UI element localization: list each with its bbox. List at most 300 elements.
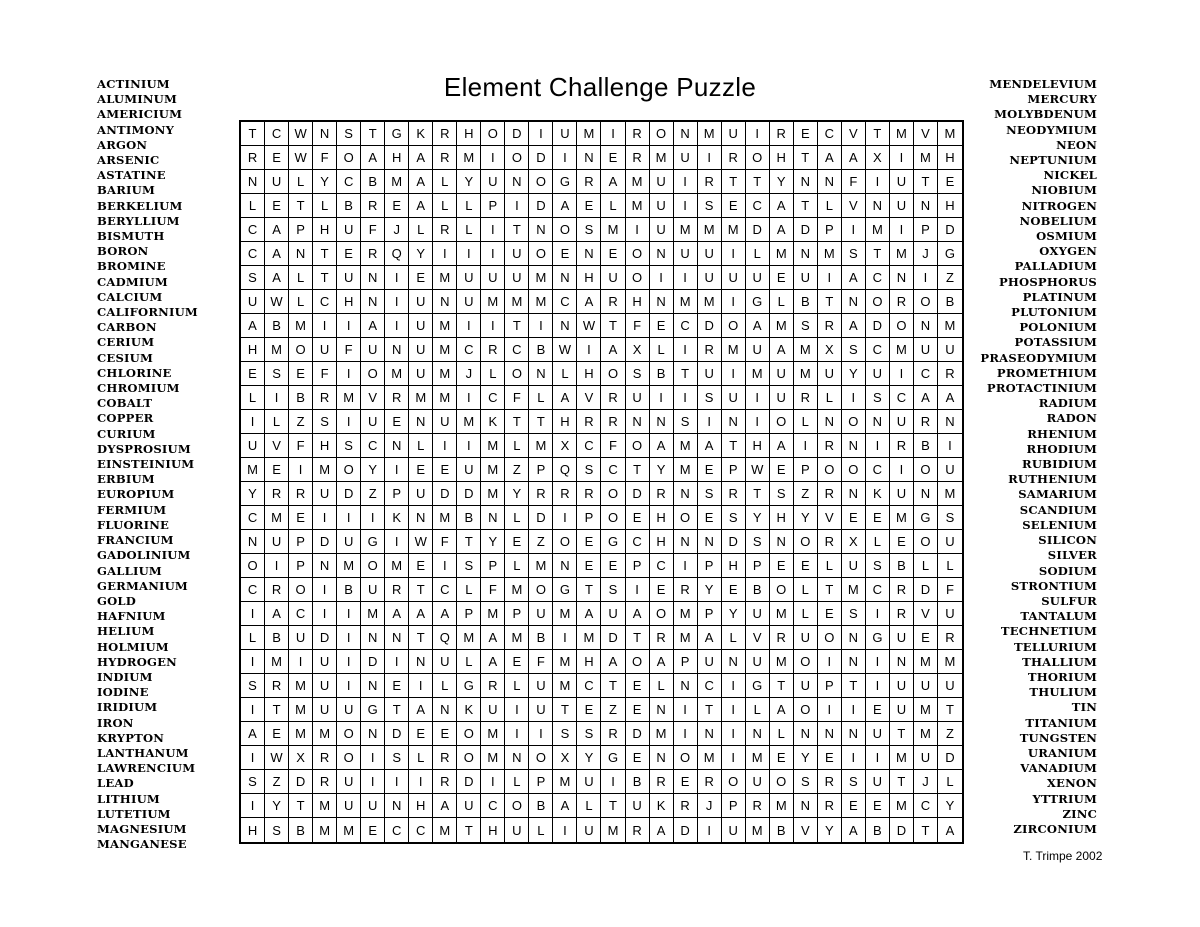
grid-cell[interactable]: R [289,482,313,506]
grid-cell[interactable]: T [842,674,866,698]
grid-cell[interactable]: M [890,338,914,362]
grid-cell[interactable]: O [505,146,529,170]
grid-cell[interactable]: N [842,290,866,314]
grid-cell[interactable]: I [553,506,577,530]
grid-cell[interactable]: E [385,410,409,434]
grid-cell[interactable]: U [553,122,577,146]
grid-cell[interactable]: O [361,362,385,386]
grid-cell[interactable]: P [722,458,746,482]
grid-cell[interactable]: U [674,146,698,170]
grid-cell[interactable]: R [818,794,842,818]
grid-cell[interactable]: Y [794,746,818,770]
grid-cell[interactable]: O [794,698,818,722]
grid-cell[interactable]: F [433,530,457,554]
grid-cell[interactable]: I [842,386,866,410]
grid-cell[interactable]: Y [265,794,289,818]
grid-cell[interactable]: A [770,218,794,242]
grid-cell[interactable]: L [241,626,265,650]
grid-cell[interactable]: U [698,266,722,290]
grid-cell[interactable]: O [289,578,313,602]
grid-cell[interactable]: U [938,674,962,698]
grid-cell[interactable]: M [601,218,625,242]
grid-cell[interactable]: B [938,290,962,314]
grid-cell[interactable]: U [361,794,385,818]
grid-cell[interactable]: T [818,578,842,602]
grid-cell[interactable]: O [241,554,265,578]
grid-cell[interactable]: N [938,410,962,434]
grid-cell[interactable]: I [674,170,698,194]
grid-cell[interactable]: M [577,626,601,650]
grid-cell[interactable]: I [553,626,577,650]
grid-cell[interactable]: O [529,578,553,602]
grid-cell[interactable]: K [650,794,674,818]
grid-cell[interactable]: U [529,674,553,698]
grid-cell[interactable]: S [842,602,866,626]
grid-cell[interactable]: U [289,626,313,650]
grid-cell[interactable]: R [770,122,794,146]
grid-cell[interactable]: M [674,290,698,314]
grid-cell[interactable]: T [746,482,770,506]
grid-cell[interactable]: E [361,818,385,842]
grid-cell[interactable]: L [553,362,577,386]
grid-cell[interactable]: U [890,170,914,194]
grid-cell[interactable]: Q [385,242,409,266]
grid-cell[interactable]: M [842,578,866,602]
grid-cell[interactable]: U [674,242,698,266]
grid-cell[interactable]: O [505,794,529,818]
grid-cell[interactable]: O [914,458,938,482]
grid-cell[interactable]: T [361,122,385,146]
grid-cell[interactable]: J [914,242,938,266]
grid-cell[interactable]: E [626,746,650,770]
grid-cell[interactable]: F [842,170,866,194]
grid-cell[interactable]: B [529,626,553,650]
grid-cell[interactable]: I [626,218,650,242]
grid-cell[interactable]: I [722,674,746,698]
grid-cell[interactable]: U [601,602,625,626]
grid-cell[interactable]: S [577,722,601,746]
grid-cell[interactable]: N [433,698,457,722]
grid-cell[interactable]: L [650,338,674,362]
grid-cell[interactable]: U [746,650,770,674]
grid-cell[interactable]: M [674,218,698,242]
grid-cell[interactable]: C [385,818,409,842]
grid-cell[interactable]: Z [529,530,553,554]
grid-cell[interactable]: C [553,290,577,314]
grid-cell[interactable]: S [938,506,962,530]
grid-cell[interactable]: S [698,482,722,506]
grid-cell[interactable]: H [313,218,337,242]
grid-cell[interactable]: A [409,194,433,218]
grid-cell[interactable]: N [842,434,866,458]
grid-cell[interactable]: H [385,146,409,170]
grid-cell[interactable]: D [385,722,409,746]
grid-cell[interactable]: H [409,794,433,818]
grid-cell[interactable]: E [890,530,914,554]
grid-cell[interactable]: N [409,506,433,530]
grid-cell[interactable]: L [505,506,529,530]
grid-cell[interactable]: I [722,242,746,266]
grid-cell[interactable]: D [337,482,361,506]
grid-cell[interactable]: T [289,794,313,818]
grid-cell[interactable]: I [457,386,481,410]
grid-cell[interactable]: I [385,530,409,554]
grid-cell[interactable]: L [457,578,481,602]
grid-cell[interactable]: N [553,314,577,338]
grid-cell[interactable]: L [577,794,601,818]
grid-cell[interactable]: S [337,122,361,146]
grid-cell[interactable]: A [409,698,433,722]
grid-cell[interactable]: D [698,314,722,338]
grid-cell[interactable]: U [409,338,433,362]
grid-cell[interactable]: I [337,626,361,650]
grid-cell[interactable]: W [409,530,433,554]
grid-cell[interactable]: C [481,386,505,410]
grid-cell[interactable]: F [289,434,313,458]
grid-cell[interactable]: R [674,794,698,818]
grid-cell[interactable]: L [866,530,890,554]
grid-cell[interactable]: B [265,314,289,338]
grid-cell[interactable]: Y [650,458,674,482]
grid-cell[interactable]: D [626,722,650,746]
grid-cell[interactable]: C [265,122,289,146]
grid-cell[interactable]: J [457,362,481,386]
grid-cell[interactable]: T [818,290,842,314]
grid-cell[interactable]: A [842,146,866,170]
grid-cell[interactable]: C [337,170,361,194]
grid-cell[interactable]: I [674,554,698,578]
grid-cell[interactable]: T [265,698,289,722]
grid-cell[interactable]: R [313,386,337,410]
grid-cell[interactable]: T [770,674,794,698]
grid-cell[interactable]: Q [433,626,457,650]
grid-cell[interactable]: I [866,746,890,770]
grid-cell[interactable]: H [577,266,601,290]
grid-cell[interactable]: A [361,146,385,170]
grid-cell[interactable]: M [361,602,385,626]
grid-cell[interactable]: R [938,362,962,386]
grid-cell[interactable]: E [577,194,601,218]
grid-cell[interactable]: G [866,626,890,650]
grid-cell[interactable]: F [601,434,625,458]
grid-cell[interactable]: I [385,314,409,338]
grid-cell[interactable]: R [481,338,505,362]
grid-cell[interactable]: N [890,650,914,674]
grid-cell[interactable]: N [361,722,385,746]
grid-cell[interactable]: I [674,338,698,362]
grid-cell[interactable]: U [313,650,337,674]
grid-cell[interactable]: U [818,362,842,386]
grid-cell[interactable]: S [553,722,577,746]
grid-cell[interactable]: T [313,242,337,266]
grid-cell[interactable]: U [722,386,746,410]
grid-cell[interactable]: U [866,722,890,746]
grid-cell[interactable]: N [241,170,265,194]
grid-cell[interactable]: I [313,578,337,602]
grid-cell[interactable]: X [626,338,650,362]
grid-cell[interactable]: A [265,242,289,266]
grid-cell[interactable]: M [866,218,890,242]
grid-cell[interactable]: R [433,146,457,170]
grid-cell[interactable]: B [265,626,289,650]
grid-cell[interactable]: R [241,146,265,170]
grid-cell[interactable]: L [289,290,313,314]
grid-cell[interactable]: U [626,386,650,410]
grid-cell[interactable]: D [938,746,962,770]
grid-cell[interactable]: Z [938,266,962,290]
grid-cell[interactable]: N [529,218,553,242]
grid-cell[interactable]: L [746,698,770,722]
grid-cell[interactable]: L [409,218,433,242]
grid-cell[interactable]: E [770,458,794,482]
grid-cell[interactable]: E [505,650,529,674]
grid-cell[interactable]: I [842,746,866,770]
grid-cell[interactable]: O [914,290,938,314]
grid-cell[interactable]: A [650,650,674,674]
grid-cell[interactable]: A [601,338,625,362]
grid-cell[interactable]: N [842,722,866,746]
grid-cell[interactable]: M [890,122,914,146]
grid-cell[interactable]: U [337,266,361,290]
grid-cell[interactable]: C [577,674,601,698]
grid-cell[interactable]: D [361,650,385,674]
grid-cell[interactable]: A [842,266,866,290]
grid-cell[interactable]: M [553,770,577,794]
grid-cell[interactable]: H [241,818,265,842]
grid-cell[interactable]: O [337,146,361,170]
grid-cell[interactable]: R [265,578,289,602]
grid-cell[interactable]: N [361,290,385,314]
grid-cell[interactable]: B [337,578,361,602]
grid-cell[interactable]: E [553,242,577,266]
grid-cell[interactable]: K [385,506,409,530]
grid-cell[interactable]: D [313,626,337,650]
grid-cell[interactable]: U [337,530,361,554]
grid-cell[interactable]: I [313,602,337,626]
grid-cell[interactable]: M [818,242,842,266]
grid-cell[interactable]: H [746,434,770,458]
grid-cell[interactable]: I [818,266,842,290]
grid-cell[interactable]: U [601,266,625,290]
grid-cell[interactable]: I [866,674,890,698]
grid-cell[interactable]: V [265,434,289,458]
grid-cell[interactable]: Z [505,458,529,482]
grid-cell[interactable]: M [674,626,698,650]
grid-cell[interactable]: I [385,770,409,794]
grid-cell[interactable]: T [505,314,529,338]
grid-cell[interactable]: P [794,458,818,482]
grid-cell[interactable]: I [866,602,890,626]
grid-cell[interactable]: T [722,170,746,194]
grid-cell[interactable]: C [626,530,650,554]
grid-cell[interactable]: P [289,530,313,554]
grid-cell[interactable]: O [650,602,674,626]
grid-cell[interactable]: M [674,458,698,482]
grid-cell[interactable]: L [770,290,794,314]
grid-cell[interactable]: D [433,482,457,506]
grid-cell[interactable]: G [361,698,385,722]
grid-cell[interactable]: E [794,122,818,146]
grid-cell[interactable]: M [313,458,337,482]
grid-cell[interactable]: D [938,218,962,242]
grid-cell[interactable]: T [890,770,914,794]
grid-cell[interactable]: I [457,434,481,458]
grid-cell[interactable]: A [601,170,625,194]
grid-cell[interactable]: U [890,698,914,722]
grid-cell[interactable]: O [770,770,794,794]
grid-cell[interactable]: N [577,242,601,266]
grid-cell[interactable]: M [650,722,674,746]
grid-cell[interactable]: I [674,266,698,290]
grid-cell[interactable]: O [890,314,914,338]
grid-cell[interactable]: L [409,746,433,770]
grid-cell[interactable]: A [577,290,601,314]
grid-cell[interactable]: F [313,146,337,170]
grid-cell[interactable]: N [794,170,818,194]
grid-cell[interactable]: F [313,362,337,386]
grid-cell[interactable]: U [577,770,601,794]
grid-cell[interactable]: L [938,770,962,794]
grid-cell[interactable]: Z [265,770,289,794]
grid-cell[interactable]: S [577,218,601,242]
grid-cell[interactable]: I [890,458,914,482]
grid-cell[interactable]: R [433,770,457,794]
grid-cell[interactable]: T [505,410,529,434]
grid-cell[interactable]: U [794,266,818,290]
grid-cell[interactable]: O [626,434,650,458]
grid-cell[interactable]: I [505,698,529,722]
grid-cell[interactable]: C [577,434,601,458]
grid-cell[interactable]: P [505,602,529,626]
grid-cell[interactable]: O [457,722,481,746]
grid-cell[interactable]: E [601,242,625,266]
grid-cell[interactable]: P [722,794,746,818]
grid-cell[interactable]: M [481,602,505,626]
grid-cell[interactable]: M [674,434,698,458]
grid-cell[interactable]: J [385,218,409,242]
grid-cell[interactable]: A [385,602,409,626]
grid-cell[interactable]: R [385,578,409,602]
grid-cell[interactable]: A [265,266,289,290]
grid-cell[interactable]: M [938,482,962,506]
grid-cell[interactable]: N [674,674,698,698]
grid-cell[interactable]: N [818,170,842,194]
grid-cell[interactable]: U [890,194,914,218]
grid-cell[interactable]: M [409,386,433,410]
grid-cell[interactable]: N [842,626,866,650]
grid-cell[interactable]: A [818,146,842,170]
grid-cell[interactable]: M [241,458,265,482]
grid-cell[interactable]: N [385,434,409,458]
grid-cell[interactable]: N [842,482,866,506]
grid-cell[interactable]: L [722,626,746,650]
grid-cell[interactable]: X [866,146,890,170]
grid-cell[interactable]: M [698,290,722,314]
grid-cell[interactable]: I [890,218,914,242]
grid-cell[interactable]: M [529,266,553,290]
grid-cell[interactable]: E [626,674,650,698]
grid-cell[interactable]: D [457,770,481,794]
grid-cell[interactable]: M [505,290,529,314]
grid-cell[interactable]: E [842,506,866,530]
grid-cell[interactable]: O [794,650,818,674]
grid-cell[interactable]: S [842,338,866,362]
grid-cell[interactable]: I [698,410,722,434]
grid-cell[interactable]: I [866,170,890,194]
grid-cell[interactable]: P [818,674,842,698]
grid-cell[interactable]: E [265,194,289,218]
grid-cell[interactable]: I [794,434,818,458]
grid-cell[interactable]: M [457,626,481,650]
grid-cell[interactable]: B [289,818,313,842]
grid-cell[interactable]: E [938,170,962,194]
grid-cell[interactable]: K [866,482,890,506]
grid-cell[interactable]: C [866,338,890,362]
grid-cell[interactable]: D [601,626,625,650]
grid-cell[interactable]: G [746,674,770,698]
grid-cell[interactable]: B [650,362,674,386]
grid-cell[interactable]: M [265,650,289,674]
grid-cell[interactable]: M [770,314,794,338]
grid-cell[interactable]: I [385,266,409,290]
grid-cell[interactable]: S [770,482,794,506]
grid-cell[interactable]: U [409,482,433,506]
grid-cell[interactable]: S [265,362,289,386]
grid-cell[interactable]: E [722,194,746,218]
grid-cell[interactable]: S [746,530,770,554]
grid-cell[interactable]: A [770,338,794,362]
grid-cell[interactable]: V [746,626,770,650]
grid-cell[interactable]: P [914,218,938,242]
grid-cell[interactable]: O [457,746,481,770]
grid-cell[interactable]: G [746,290,770,314]
grid-cell[interactable]: R [601,722,625,746]
grid-cell[interactable]: P [818,218,842,242]
grid-cell[interactable]: T [698,698,722,722]
grid-cell[interactable]: B [337,194,361,218]
grid-cell[interactable]: U [433,650,457,674]
grid-cell[interactable]: O [746,146,770,170]
grid-cell[interactable]: S [674,410,698,434]
grid-cell[interactable]: U [746,602,770,626]
grid-cell[interactable]: I [241,746,265,770]
grid-cell[interactable]: H [938,194,962,218]
grid-cell[interactable]: E [409,722,433,746]
grid-cell[interactable]: U [337,770,361,794]
grid-cell[interactable]: N [650,290,674,314]
grid-cell[interactable]: H [577,362,601,386]
grid-cell[interactable]: E [409,266,433,290]
grid-cell[interactable]: N [818,410,842,434]
grid-cell[interactable]: H [770,506,794,530]
grid-cell[interactable]: G [938,242,962,266]
grid-cell[interactable]: N [770,530,794,554]
grid-cell[interactable]: N [529,362,553,386]
grid-cell[interactable]: O [553,218,577,242]
grid-cell[interactable]: C [698,674,722,698]
grid-cell[interactable]: I [289,650,313,674]
grid-cell[interactable]: E [866,794,890,818]
grid-cell[interactable]: A [241,722,265,746]
grid-cell[interactable]: F [626,314,650,338]
grid-cell[interactable]: U [890,674,914,698]
grid-cell[interactable]: I [698,146,722,170]
grid-cell[interactable]: P [481,194,505,218]
grid-cell[interactable]: I [746,410,770,434]
grid-cell[interactable]: D [289,770,313,794]
grid-cell[interactable]: B [361,170,385,194]
grid-cell[interactable]: U [698,650,722,674]
